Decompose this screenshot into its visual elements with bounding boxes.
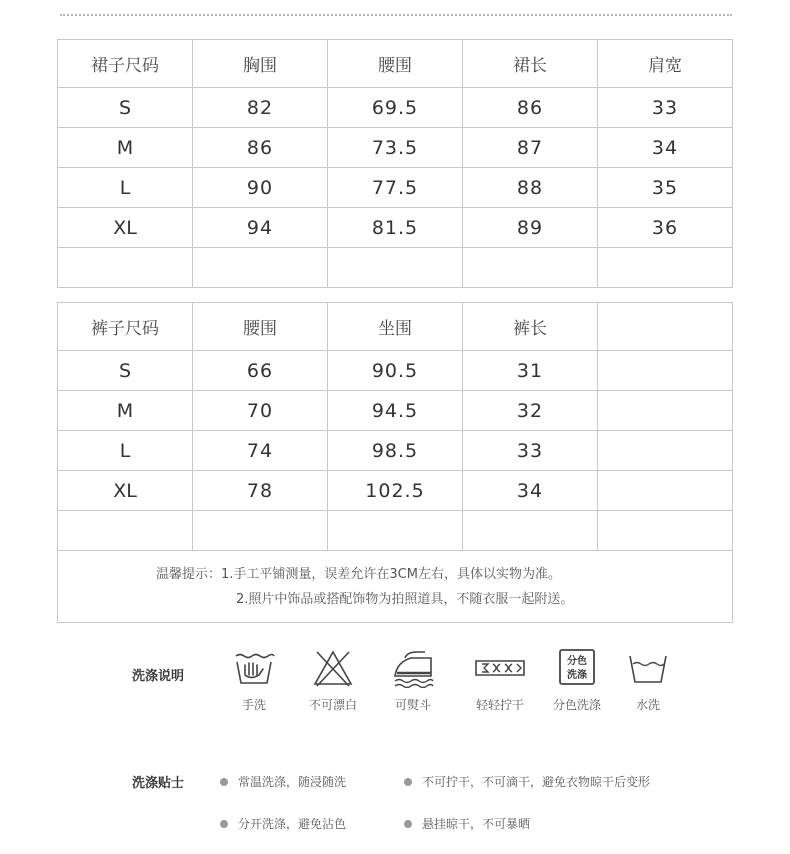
empty-cell (328, 248, 463, 288)
table-row (58, 88, 733, 128)
value-cell: 70 (193, 391, 328, 431)
empty-cell (463, 248, 598, 288)
note-row (58, 551, 733, 623)
value-cell: 78 (193, 471, 328, 511)
value-cell (598, 471, 733, 511)
table-header-row (58, 303, 733, 351)
table-row (58, 431, 733, 471)
care-item-no-bleach (298, 648, 368, 713)
value-cell: 36 (598, 208, 733, 248)
size-cell: M (58, 391, 193, 431)
table-row (58, 128, 733, 168)
value-cell: 88 (463, 168, 598, 208)
tip-text: 常温洗涤，随浸随洗 (238, 775, 347, 789)
dotted-divider (60, 14, 732, 16)
care-label: 可熨斗 (394, 698, 431, 712)
bullet-dot-icon (404, 820, 412, 828)
value-cell: 31 (463, 351, 598, 391)
bullet-dot-icon (404, 778, 412, 786)
header-cell: 裙子尺码 (58, 40, 193, 88)
value-cell: 35 (598, 168, 733, 208)
value-cell (598, 351, 733, 391)
note-line-1: 温馨提示：1.手工平铺测量，误差允许在3CM左右，具体以实物为准。 (156, 566, 561, 582)
note-line-2: 2.照片中饰品或搭配饰物为拍照道具，不随衣服一起附送。 (236, 591, 574, 607)
header-cell: 腰围 (193, 303, 328, 351)
empty-cell (328, 511, 463, 551)
value-cell: 81.5 (328, 208, 463, 248)
pants-size-table (57, 302, 733, 623)
care-item-separate-color (542, 648, 612, 713)
value-cell: 102.5 (328, 471, 463, 511)
size-cell: M (58, 128, 193, 168)
value-cell: 32 (463, 391, 598, 431)
size-cell: XL (58, 208, 193, 248)
empty-cell (598, 511, 733, 551)
care-item-water-wash (613, 648, 683, 713)
empty-row (58, 248, 733, 288)
empty-row (58, 511, 733, 551)
size-cell: S (58, 88, 193, 128)
value-cell: 94 (193, 208, 328, 248)
water-wash-icon (626, 648, 670, 688)
hand-wash-icon (232, 648, 276, 688)
tips-title: 洗涤贴士 (132, 776, 185, 791)
value-cell: 34 (598, 128, 733, 168)
tip-text: 不可拧干，不可滴干，避免衣物晾干后变形 (422, 775, 651, 789)
empty-cell (58, 511, 193, 551)
tip-text: 分开洗涤，避免沾色 (238, 817, 347, 831)
header-cell: 腰围 (328, 40, 463, 88)
tip-text: 悬挂晾干，不可暴晒 (422, 817, 531, 831)
empty-cell (463, 511, 598, 551)
tip-item (220, 773, 346, 790)
care-label: 分色洗涤 (552, 698, 601, 712)
empty-cell (58, 248, 193, 288)
value-cell: 33 (598, 88, 733, 128)
value-cell: 82 (193, 88, 328, 128)
icon-text: 分色 (567, 656, 587, 667)
iron-icon (391, 648, 435, 688)
table-row (58, 391, 733, 431)
value-cell: 98.5 (328, 431, 463, 471)
table-row (58, 168, 733, 208)
care-label: 轻轻拧干 (475, 698, 524, 712)
bullet-dot-icon (220, 778, 228, 786)
size-cell: L (58, 168, 193, 208)
header-cell: 裤子尺码 (58, 303, 193, 351)
care-label: 不可漂白 (308, 698, 357, 712)
value-cell: 94.5 (328, 391, 463, 431)
header-cell: 裙长 (463, 40, 598, 88)
care-item-iron (378, 648, 448, 713)
care-label: 手洗 (241, 698, 266, 712)
care-label: 水洗 (635, 698, 660, 712)
note-cell (58, 551, 733, 623)
value-cell: 90 (193, 168, 328, 208)
value-cell: 87 (463, 128, 598, 168)
table-row (58, 208, 733, 248)
value-cell: 73.5 (328, 128, 463, 168)
icon-text: 洗涤 (567, 670, 587, 681)
skirt-size-table (57, 39, 733, 288)
value-cell (598, 431, 733, 471)
table-row (58, 351, 733, 391)
value-cell: 89 (463, 208, 598, 248)
care-item-hand-wash (219, 648, 289, 713)
empty-cell (193, 511, 328, 551)
value-cell: 86 (193, 128, 328, 168)
no-bleach-icon (311, 648, 355, 688)
value-cell (598, 391, 733, 431)
empty-cell (598, 248, 733, 288)
tip-item (220, 815, 346, 832)
empty-cell (193, 248, 328, 288)
value-cell: 33 (463, 431, 598, 471)
care-item-gentle-wring (465, 648, 535, 713)
tip-item (404, 815, 530, 832)
table-row (58, 471, 733, 511)
size-cell: S (58, 351, 193, 391)
care-title: 洗涤说明 (132, 669, 185, 684)
value-cell: 69.5 (328, 88, 463, 128)
tip-item (404, 773, 650, 790)
value-cell: 74 (193, 431, 328, 471)
header-cell: 肩宽 (598, 40, 733, 88)
header-cell: 坐围 (328, 303, 463, 351)
size-cell: XL (58, 471, 193, 511)
value-cell: 90.5 (328, 351, 463, 391)
gentle-wring-icon (473, 648, 527, 688)
header-cell: 裤长 (463, 303, 598, 351)
separate-color-icon (555, 648, 599, 688)
value-cell: 86 (463, 88, 598, 128)
header-cell: 胸围 (193, 40, 328, 88)
table-header-row (58, 40, 733, 88)
value-cell: 66 (193, 351, 328, 391)
size-cell: L (58, 431, 193, 471)
header-cell (598, 303, 733, 351)
bullet-dot-icon (220, 820, 228, 828)
value-cell: 77.5 (328, 168, 463, 208)
value-cell: 34 (463, 471, 598, 511)
